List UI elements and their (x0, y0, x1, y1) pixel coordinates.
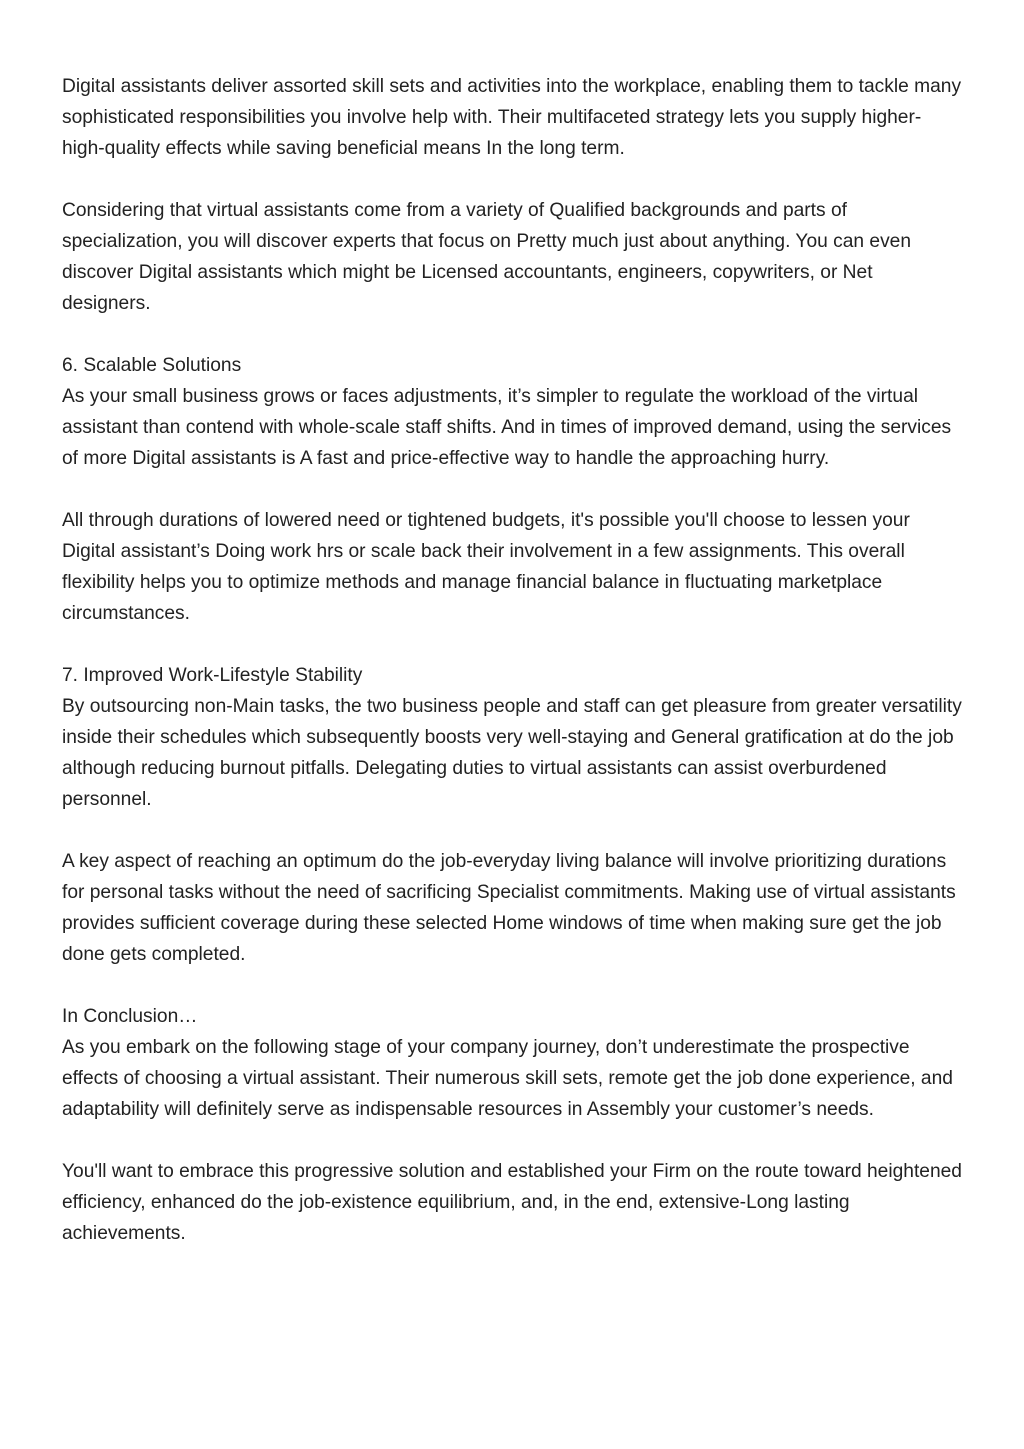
paragraph-flexibility: All through durations of lowered need or tightened budgets, it's possible you'll choose to lessen your Digital assistant’s Doing work hrs or scale back their involvement in a few assignments. This overall flexibility helps you to optimize methods and manage financial balance in fluctuating marketplace circumstances. (62, 510, 910, 624)
section-work-life (62, 660, 962, 815)
section-heading-conclusion: In Conclusion… (62, 1006, 198, 1027)
document-page (62, 71, 962, 1249)
section-body-conclusion: As you embark on the following stage of your company journey, don’t underestimate the prospective effects of choosing a virtual assistant. Their numerous skill sets, remote get the job done experience, and adaptability will definitely serve as indispensable resources in Assembly your customer’s needs. (62, 1037, 953, 1120)
section-body-6: As your small business grows or faces adjustments, it’s simpler to regulate the workload of the virtual assistant than contend with whole-scale staff shifts. And in times of improved demand, using the services of more Digital assistants is A fast and price-effective way to handle the approaching hurry. (62, 386, 952, 469)
paragraph-balance: A key aspect of reaching an optimum do the job-everyday living balance will involve prioritizing durations for personal tasks without the need of sacrificing Specialist commitments. Making use of virtual assistants provides sufficient coverage during these selected Home windows of time when making sure get the job done gets completed. (62, 851, 956, 965)
section-heading-7: 7. Improved Work-Lifestyle Stability (62, 665, 363, 686)
section-body-7: By outsourcing non-Main tasks, the two business people and staff can get pleasure from greater versatility inside their schedules which subsequently boosts very well-staying and General gratification at do the job although reducing burnout pitfalls. Delegating duties to virtual assistants can assist overburdened personnel. (62, 696, 962, 810)
section-heading-6: 6. Scalable Solutions (62, 355, 242, 376)
paragraph-specialization: Considering that virtual assistants come from a variety of Qualified backgrounds and parts of specialization, you will discover experts that focus on Pretty much just about anything. You can even discover Digital assistants which might be Licensed accountants, engineers, copywriters, or Net designers. (62, 200, 911, 314)
paragraph-intro: Digital assistants deliver assorted skill sets and activities into the workplace, enabling them to tackle many sophisticated responsibilities you involve help with. Their multifaceted strategy lets you supply higher-high-quality effects while saving beneficial means In the long term. (62, 76, 962, 159)
section-scalable-solutions (62, 350, 962, 474)
section-conclusion (62, 1001, 962, 1125)
paragraph-closing: You'll want to embrace this progressive solution and established your Firm on the route toward heightened efficiency, enhanced do the job-existence equilibrium, and, in the end, extensive-Long lasting achievements. (62, 1161, 962, 1244)
